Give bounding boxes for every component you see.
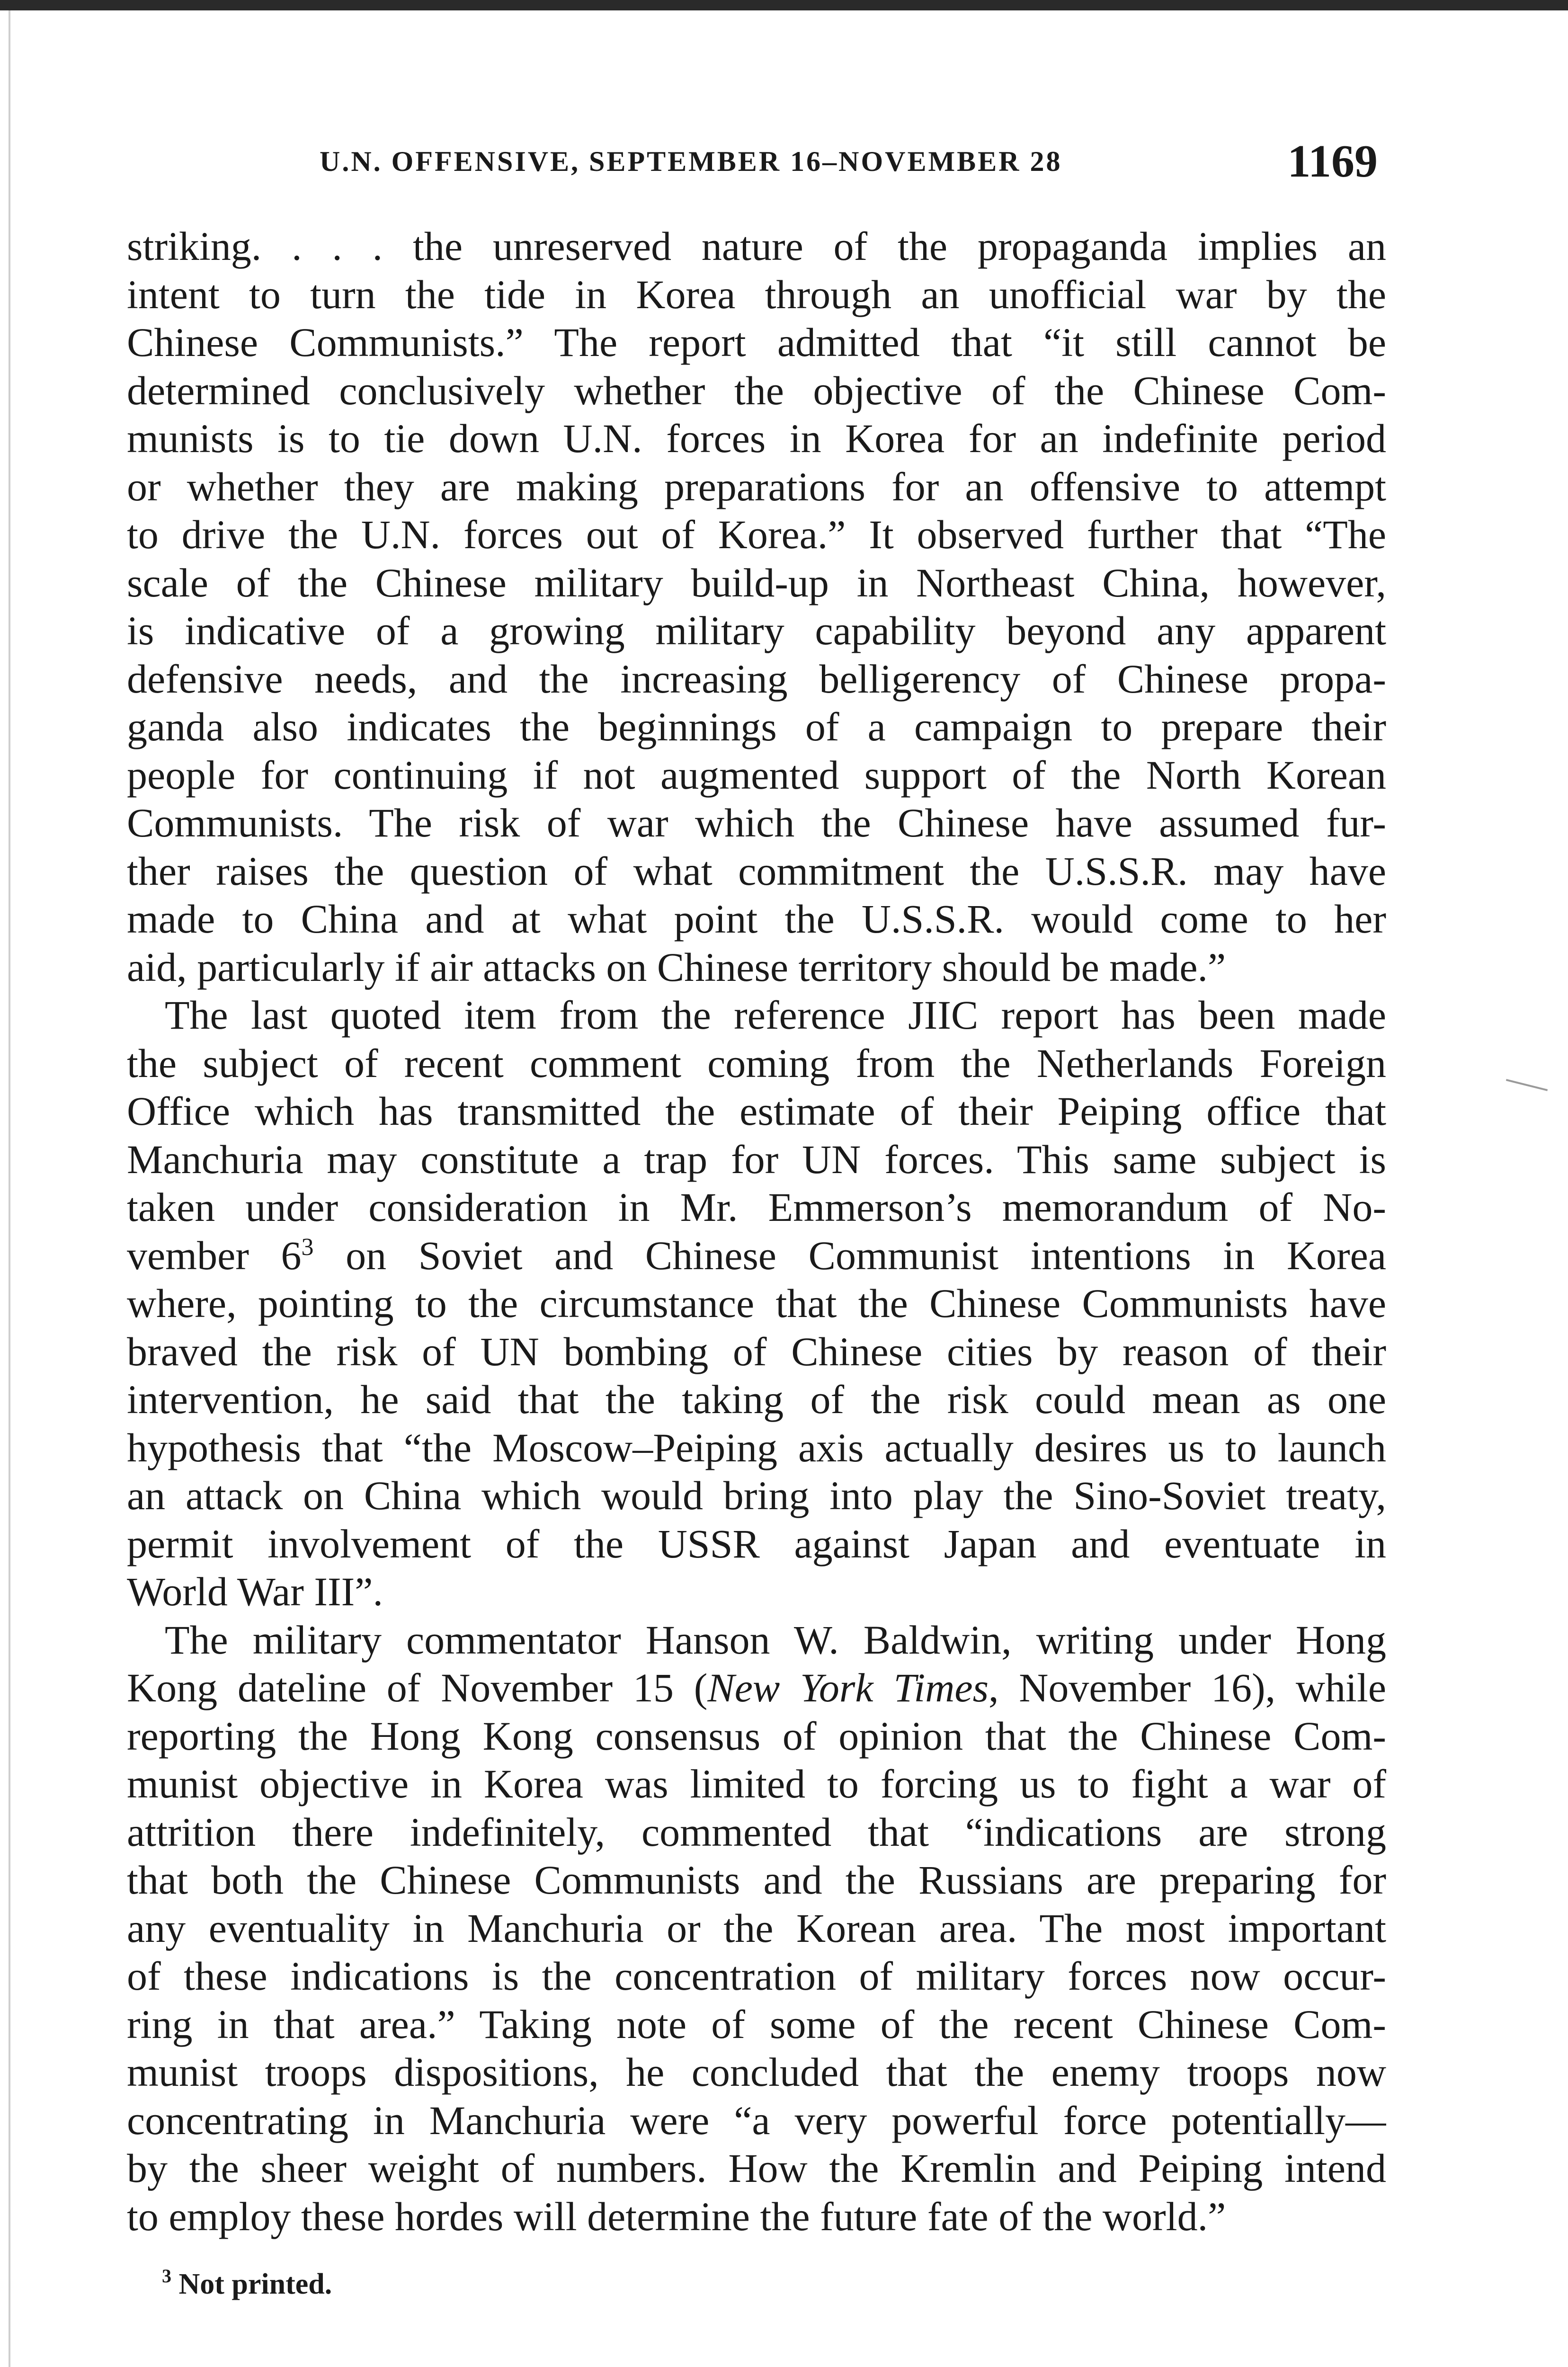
text-line: The military commentator Hanson W. Baldwin, writing under Hong [165, 1617, 1386, 1663]
text-line: by the sheer weight of numbers. How the Kremlin and Peiping intend [127, 2145, 1386, 2191]
footnote-marker: 3 [162, 2265, 171, 2287]
text-line: Office which has transmitted the estimate of their Peiping office that [127, 1088, 1386, 1134]
page-number: 1169 [1287, 136, 1378, 187]
text-line-with-note-ref [127, 1232, 1386, 1280]
text-line: World War III”. [127, 1569, 383, 1614]
running-head [128, 135, 1382, 192]
text-line: any eventuality in Manchuria or the Korean area. The most important [127, 1905, 1386, 1951]
body-text [127, 222, 1386, 2241]
text-line: striking. . . . the unreserved nature of the propaganda implies an [127, 223, 1386, 269]
text-line: munist troops dispositions, he concluded that the enemy troops now [127, 2049, 1386, 2095]
text-line: Chinese Communists.” The report admitted that “it still cannot be [127, 320, 1386, 365]
footnote-text: Not printed. [171, 2268, 332, 2300]
text-line: intent to turn the tide in Korea through an unofficial war by the [127, 271, 1386, 317]
footnote-reference: 3 [301, 1233, 314, 1261]
text-line: Communists. The risk of war which the Chinese have assumed fur- [127, 800, 1386, 845]
text-segment: Kong dateline of November 15 ( [127, 1665, 708, 1710]
text-line: or whether they are making preparations for an offensive to attempt [127, 463, 1386, 509]
text-line: to drive the U.N. forces out of Korea.” It observed further that “The [127, 512, 1386, 557]
scan-border-left [9, 10, 10, 2367]
text-line: of these indications is the concentration of military forces now occur- [127, 1953, 1386, 1999]
text-line: hypothesis that “the Moscow–Peiping axis actually desires us to launch [127, 1424, 1386, 1470]
scan-border-top [0, 0, 1568, 10]
text-line: where, pointing to the circumstance that the Chinese Communists have [127, 1281, 1386, 1326]
text-line: ther raises the question of what commitment the U.S.S.R. may have [127, 848, 1386, 894]
text-line: to employ these hordes will determine the future fate of the world.” [127, 2193, 1226, 2239]
text-line: people for continuing if not augmented support of the North Korean [127, 752, 1386, 798]
text-line: determined conclusively whether the objective of the Chinese Com- [127, 367, 1386, 413]
text-line: concentrating in Manchuria were “a very powerful force potentially— [127, 2097, 1386, 2143]
text-line-with-citation [127, 1664, 1386, 1712]
text-line: that both the Chinese Communists and the Russians are preparing for [127, 1857, 1386, 1903]
text-line: ring in that area.” Taking note of some of the recent Chinese Com- [127, 2001, 1386, 2047]
text-line: defensive needs, and the increasing belligerency of Chinese propa- [127, 656, 1386, 702]
text-line: braved the risk of UN bombing of Chinese cities by reason of their [127, 1328, 1386, 1374]
running-title: U.N. OFFENSIVE, SEPTEMBER 16–NOVEMBER 28 [320, 146, 1062, 177]
text-line: scale of the Chinese military build-up in Northeast China, however, [127, 560, 1386, 605]
margin-pencil-mark [1506, 1079, 1548, 1091]
footnote [162, 2265, 332, 2301]
text-line: intervention, he said that the taking of the risk could mean as one [127, 1377, 1386, 1422]
text-segment: , November 16), while [989, 1665, 1386, 1710]
text-segment: vember 6 [127, 1232, 302, 1278]
publication-title: New York Times [707, 1665, 989, 1710]
text-segment: on Soviet and Chinese Communist intentions in Korea [313, 1232, 1386, 1278]
text-line: made to China and at what point the U.S.S.R. would come to her [127, 896, 1386, 942]
text-line: ganda also indicates the beginnings of a campaign to prepare their [127, 704, 1386, 749]
text-line: permit involvement of the USSR against Japan and eventuate in [127, 1521, 1386, 1566]
text-line: Manchuria may constitute a trap for UN forces. This same subject is [127, 1136, 1386, 1182]
text-line: taken under consideration in Mr. Emmerson’s memorandum of No- [127, 1184, 1386, 1230]
text-line: aid, particularly if air attacks on Chinese territory should be made.” [127, 944, 1226, 990]
text-line: an attack on China which would bring into play the Sino-Soviet treaty, [127, 1473, 1386, 1518]
text-line: the subject of recent comment coming from the Netherlands Foreign [127, 1040, 1386, 1086]
text-line: The last quoted item from the reference JIIC report has been made [165, 992, 1386, 1038]
text-line: attrition there indefinitely, commented that “indications are strong [127, 1809, 1386, 1855]
text-line: munist objective in Korea was limited to forcing us to fight a war of [127, 1761, 1386, 1806]
text-line: reporting the Hong Kong consensus of opinion that the Chinese Com- [127, 1713, 1386, 1759]
text-line: is indicative of a growing military capability beyond any apparent [127, 608, 1386, 653]
text-line: munists is to tie down U.N. forces in Korea for an indefinite period [127, 416, 1386, 461]
